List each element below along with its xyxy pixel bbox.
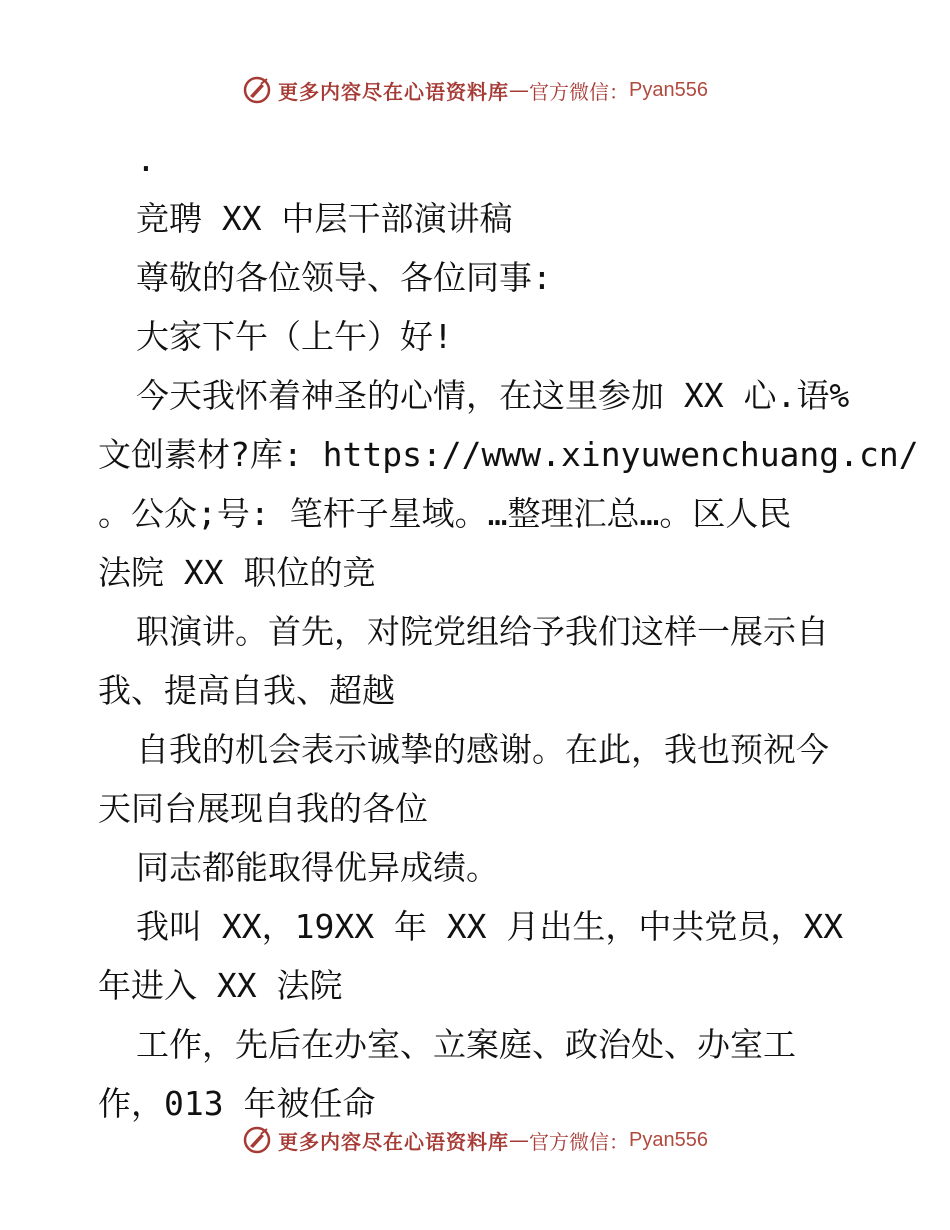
banner-official-label: 官方微信： (529, 79, 630, 104)
text-line: 职演讲。首先，对院党组给予我们这样一展示自 (136, 612, 829, 651)
text-line: 尊敬的各位领导、各位同事: (136, 258, 552, 297)
text-line: 文创素材?库: https://www.xinyuwenchuang.cn/ (98, 435, 919, 474)
quill-pen-logo-icon (242, 1125, 272, 1155)
text-line: . (136, 140, 156, 179)
text-line: 我、提高自我、超越 (98, 671, 395, 710)
text-line: 大家下午（上午）好! (136, 317, 453, 356)
text-line: 年进入 XX 法院 (98, 966, 343, 1005)
text-line: 竞聘 XX 中层干部演讲稿 (136, 199, 513, 238)
text-line: 自我的机会表示诚挚的感谢。在此，我也预祝今 (136, 730, 829, 769)
text-line: 。公众;号: 笔杆子星域。…整理汇总…。区人民 (98, 494, 792, 533)
banner-separator: — (509, 78, 530, 102)
text-line: 作，013 年被任命 (98, 1084, 376, 1123)
banner-official-label: 官方微信： (529, 1129, 630, 1154)
banner-wechat-id: Pyan556 (629, 1128, 708, 1151)
footer-banner (0, 1120, 950, 1160)
document-body (98, 130, 919, 1133)
text-line: 天同台展现自我的各位 (98, 789, 428, 828)
banner-separator: — (509, 1128, 530, 1152)
quill-pen-logo-icon (242, 75, 272, 105)
banner-wechat-id: Pyan556 (629, 78, 708, 101)
text-line: 工作，先后在办室、立案庭、政治处、办室工 (136, 1025, 796, 1064)
banner-main-text: 更多内容尽在心语资料库 (278, 1129, 510, 1154)
text-line: 同志都能取得优异成绩。 (136, 848, 499, 887)
header-banner (0, 70, 950, 110)
text-line: 今天我怀着神圣的心情，在这里参加 XX 心.语% (136, 376, 850, 415)
banner-main-text: 更多内容尽在心语资料库 (278, 79, 510, 104)
text-line: 我叫 XX，19XX 年 XX 月出生，中共党员，XX (136, 907, 844, 946)
text-line: 法院 XX 职位的竞 (98, 553, 376, 592)
